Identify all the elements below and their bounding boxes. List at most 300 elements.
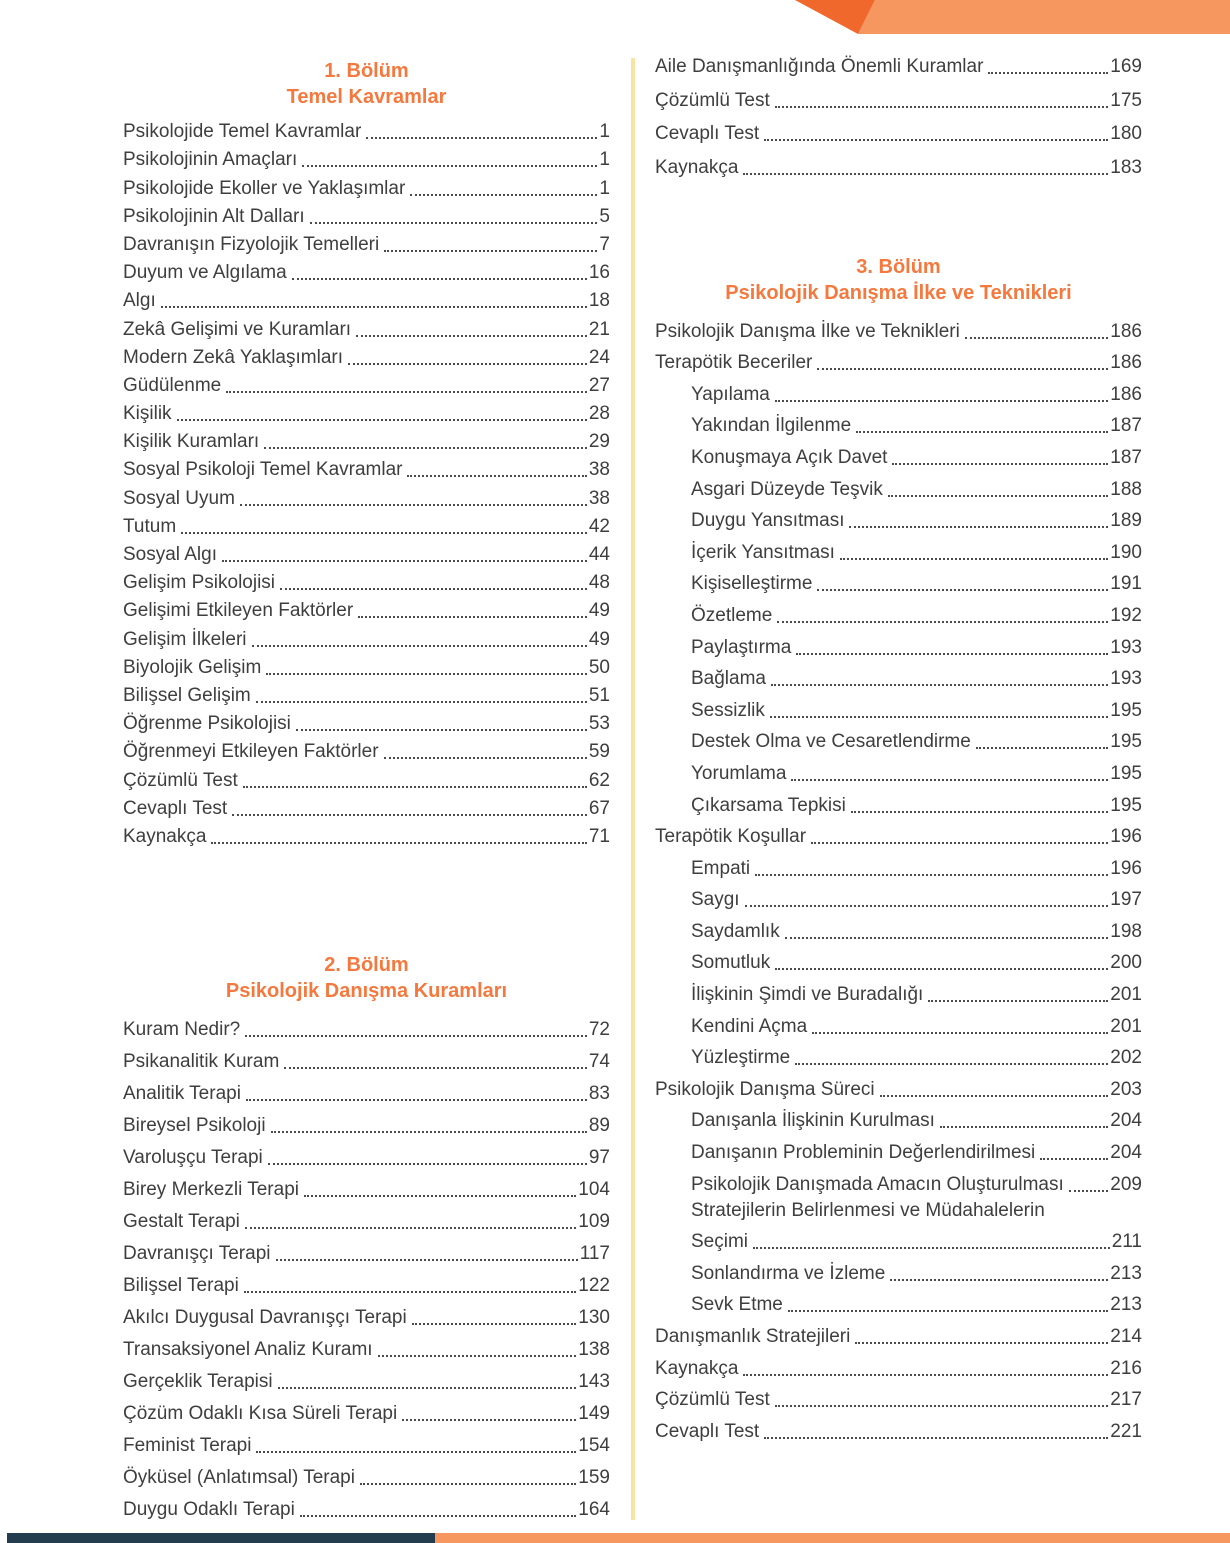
dot-leader-icon	[245, 1227, 576, 1229]
dot-leader-icon	[855, 1342, 1108, 1344]
toc-entry	[655, 1007, 1142, 1039]
toc-entry	[655, 881, 1142, 913]
toc-entry-page: 1	[599, 177, 610, 199]
toc-entry-label: Analitik Terapi	[123, 1083, 241, 1104]
toc-list	[123, 1010, 610, 1522]
toc-entry	[655, 944, 1142, 976]
dot-leader-icon	[412, 1323, 577, 1325]
toc-entry-page: 59	[588, 741, 610, 763]
toc-entry	[655, 1254, 1142, 1286]
toc-entry	[655, 912, 1142, 944]
toc-entry-label: Kaynakça	[655, 156, 739, 178]
toc-entry-page: 221	[1110, 1420, 1142, 1442]
toc-entry	[123, 1266, 610, 1298]
dot-leader-icon	[890, 1279, 1108, 1281]
toc-entry	[123, 539, 610, 567]
toc-entry-label: Kişilik Kuramları	[123, 431, 260, 453]
toc-entry-page: 83	[588, 1083, 610, 1104]
toc-entry-label: Birey Merkezli Terapi	[123, 1179, 299, 1200]
toc-entry-label: Çözümlü Test	[655, 89, 770, 111]
toc-entry-page: 24	[588, 346, 610, 368]
dot-leader-icon	[1069, 1190, 1109, 1192]
dot-leader-icon	[360, 1483, 576, 1485]
toc-entry	[123, 652, 610, 680]
dot-leader-icon	[775, 968, 1108, 970]
toc-entry-page: 204	[1110, 1110, 1142, 1132]
toc-entry-page: 195	[1110, 731, 1142, 753]
toc-entry-label: İçerik Yansıtması	[691, 541, 835, 563]
toc-entry	[655, 849, 1142, 881]
toc-entry-label: Kaynakça	[655, 1357, 739, 1379]
toc-entry-page: 196	[1110, 826, 1142, 848]
toc-entry-label: Terapötik Koşullar	[655, 826, 807, 848]
toc-entry	[655, 146, 1142, 179]
dot-leader-icon	[796, 653, 1108, 655]
toc-entry-page: 29	[588, 431, 610, 453]
toc-entry-page: 62	[588, 769, 610, 791]
toc-entry	[123, 1426, 610, 1458]
dot-leader-icon	[268, 1163, 587, 1165]
toc-entry-label: Kişilik	[123, 403, 172, 425]
toc-entry-label: Davranışçı Terapi	[123, 1243, 271, 1264]
toc-section	[655, 254, 1142, 1444]
toc-entry-label: Akılcı Duygusal Davranışçı Terapi	[123, 1307, 407, 1328]
toc-entry-page: 203	[1110, 1078, 1142, 1100]
toc-entry-label: Cevaplı Test	[123, 797, 228, 819]
dot-leader-icon	[256, 1451, 576, 1453]
toc-entry	[655, 79, 1142, 112]
dot-leader-icon	[775, 106, 1109, 108]
toc-entry	[123, 1490, 610, 1522]
toc-entry-page: 71	[588, 825, 610, 847]
toc-entry	[123, 1010, 610, 1042]
toc-entry-label: Asgari Düzeyde Teşvik	[691, 478, 883, 500]
toc-entry	[123, 1138, 610, 1170]
dot-leader-icon	[264, 447, 587, 449]
toc-entry-label: Davranışın Fizyolojik Temelleri	[123, 233, 380, 255]
toc-entry-label: Modern Zekâ Yaklaşımları	[123, 346, 343, 368]
toc-entry-page: 193	[1110, 668, 1142, 690]
toc-entry-label: Gelişim Psikolojisi	[123, 572, 276, 594]
toc-entry	[123, 1074, 610, 1106]
toc-section	[123, 58, 610, 849]
dot-leader-icon	[410, 194, 597, 196]
toc-entry-page: 122	[578, 1275, 610, 1296]
toc-entry-label: Bağlama	[691, 668, 766, 690]
toc-entry-page: 214	[1110, 1326, 1142, 1347]
toc-entry-page: 16	[588, 262, 610, 284]
toc-entry-label: Çözümlü Test	[123, 769, 238, 791]
dot-leader-icon	[743, 173, 1108, 175]
toc-entry	[123, 172, 610, 200]
toc-entry-page: 209	[1110, 1173, 1142, 1195]
toc-entry-page: 175	[1110, 89, 1142, 111]
toc-entry-label: Öyküsel (Anlatımsal) Terapi	[123, 1467, 355, 1488]
toc-column-left	[123, 0, 610, 1543]
toc-entry-page: 49	[588, 600, 610, 622]
toc-entry-page: 38	[588, 487, 610, 509]
toc-list	[655, 46, 1142, 180]
toc-entry	[123, 370, 610, 398]
toc-entry	[655, 533, 1142, 565]
toc-entry-page: 196	[1110, 857, 1142, 879]
toc-entry-page: 187	[1110, 446, 1142, 468]
toc-entry-page: 49	[588, 628, 610, 650]
toc-entry-page: 186	[1110, 320, 1142, 342]
section-title-line1: 2. Bölüm	[324, 954, 409, 976]
toc-entry-page: 217	[1110, 1389, 1142, 1411]
toc-entry-page: 197	[1110, 889, 1142, 911]
dot-leader-icon	[753, 1247, 1110, 1249]
toc-entry-label: Konuşmaya Açık Davet	[691, 446, 888, 468]
toc-entry-page: 89	[588, 1115, 610, 1136]
dot-leader-icon	[743, 1374, 1108, 1376]
toc-entry-label: Terapötik Beceriler	[655, 352, 813, 374]
toc-entry-label: Yüzleştirme	[691, 1047, 791, 1069]
section-title-line2: Psikolojik Danışma İlke ve Teknikleri	[725, 282, 1072, 304]
dot-leader-icon	[892, 463, 1108, 465]
toc-entry-label: Çözümlü Test	[655, 1389, 770, 1411]
toc-entry-label: Seçimi	[691, 1231, 749, 1253]
toc-entry	[123, 1234, 610, 1266]
toc-entry-page: 195	[1110, 794, 1142, 816]
toc-entry	[123, 1362, 610, 1394]
toc-entry	[123, 1042, 610, 1074]
dot-leader-icon	[817, 589, 1108, 591]
dot-leader-icon	[245, 1035, 587, 1037]
toc-entry-page: 200	[1110, 952, 1142, 974]
toc-entry-label: Duygu Odaklı Terapi	[123, 1499, 295, 1520]
dot-leader-icon	[246, 1099, 587, 1101]
toc-entry	[123, 680, 610, 708]
toc-section	[655, 46, 1142, 180]
toc-entry	[123, 736, 610, 764]
dot-leader-icon	[851, 811, 1108, 813]
dot-leader-icon	[244, 1291, 576, 1293]
toc-entry	[123, 567, 610, 595]
toc-entry	[123, 482, 610, 510]
toc-entry-label: Yakından İlgilenme	[691, 415, 852, 437]
toc-entry-label: Özetleme	[691, 604, 773, 626]
toc-entry-page: 198	[1110, 920, 1142, 942]
dot-leader-icon	[266, 673, 587, 675]
toc-entry	[123, 454, 610, 482]
toc-entry-label: Stratejilerin Belirlenmesi ve Müdahalelerin	[691, 1199, 1045, 1221]
dot-leader-icon	[310, 222, 598, 224]
toc-entry-label: Öğrenme Psikolojisi	[123, 713, 291, 735]
toc-entry	[655, 407, 1142, 439]
toc-entry	[655, 1349, 1142, 1381]
toc-entry	[123, 257, 610, 285]
toc-entry-page: 53	[588, 713, 610, 735]
toc-entry	[123, 708, 610, 736]
toc-entry-label: Saygı	[691, 889, 740, 911]
toc-entry	[655, 344, 1142, 376]
dot-leader-icon	[988, 72, 1108, 74]
toc-entry-label: Psikanalitik Kuram	[123, 1051, 280, 1072]
dot-leader-icon	[161, 306, 587, 308]
toc-entry-page: 189	[1110, 510, 1142, 532]
toc-entry	[123, 426, 610, 454]
toc-entry	[655, 691, 1142, 723]
toc-entry-label: Gelişim İlkeleri	[123, 628, 247, 650]
dot-leader-icon	[256, 701, 587, 703]
toc-entry	[655, 470, 1142, 502]
toc-entry-label: Danışanın Probleminin Değerlendirilmesi	[691, 1142, 1036, 1164]
dot-leader-icon	[770, 716, 1108, 718]
toc-entry-label: Varoluşçu Terapi	[123, 1147, 263, 1168]
toc-entry-label: Duyum ve Algılama	[123, 262, 287, 284]
toc-entry	[655, 1102, 1142, 1134]
dot-leader-icon	[296, 729, 587, 731]
toc-entry-label: Feminist Terapi	[123, 1435, 252, 1456]
toc-entry-page: 74	[588, 1051, 610, 1072]
dot-leader-icon	[292, 278, 587, 280]
toc-entry-page: 72	[588, 1019, 610, 1040]
dot-leader-icon	[880, 1095, 1109, 1097]
toc-entry	[123, 1170, 610, 1202]
toc-entry	[655, 1070, 1142, 1102]
toc-entry-page: 67	[588, 797, 610, 819]
toc-entry-page: 188	[1110, 478, 1142, 500]
toc-entry	[655, 502, 1142, 534]
toc-entry	[655, 113, 1142, 146]
toc-entry	[123, 1298, 610, 1330]
toc-entry-page: 201	[1110, 984, 1142, 1006]
dot-leader-icon	[788, 1310, 1108, 1312]
toc-entry-page: 186	[1110, 383, 1142, 405]
dot-leader-icon	[300, 1515, 576, 1517]
toc-entry-page: 204	[1110, 1142, 1142, 1164]
dot-leader-icon	[378, 1355, 577, 1357]
toc-entry-page: 28	[588, 403, 610, 425]
toc-entry-label: Algı	[123, 290, 156, 312]
dot-leader-icon	[811, 842, 1108, 844]
toc-entry-page: 143	[578, 1371, 610, 1392]
toc-entry-page: 193	[1110, 636, 1142, 658]
toc-entry-label: Somutluk	[691, 952, 771, 974]
dot-leader-icon	[240, 504, 587, 506]
toc-entry	[655, 1197, 1142, 1223]
toc-section	[123, 952, 610, 1522]
toc-entry-page: 51	[588, 684, 610, 706]
dot-leader-icon	[785, 937, 1109, 939]
section-title-line2: Psikolojik Danışma Kuramları	[225, 980, 508, 1002]
dot-leader-icon	[849, 526, 1108, 528]
toc-entry-label: Bilişsel Terapi	[123, 1275, 239, 1296]
toc-entry-page: 192	[1110, 604, 1142, 626]
toc-entry-label: Sessizlik	[691, 699, 765, 721]
toc-entry	[655, 628, 1142, 660]
toc-entry	[655, 312, 1142, 344]
dot-leader-icon	[888, 495, 1108, 497]
dot-leader-icon	[764, 1437, 1108, 1439]
toc-entry-page: 42	[588, 515, 610, 537]
dot-leader-icon	[771, 684, 1108, 686]
toc-entry	[655, 1039, 1142, 1071]
toc-entry-label: Bilişsel Gelişim	[123, 684, 251, 706]
toc-entry-label: Sonlandırma ve İzleme	[691, 1262, 886, 1284]
dot-leader-icon	[745, 905, 1109, 907]
toc-entry-label: Biyolojik Gelişim	[123, 656, 262, 678]
toc-entry	[123, 511, 610, 539]
toc-entry-page: 27	[588, 374, 610, 396]
toc-entry-label: Kendini Açma	[691, 1015, 808, 1037]
toc-entry-page: 149	[578, 1403, 610, 1424]
dot-leader-icon	[271, 1131, 587, 1133]
dot-leader-icon	[232, 814, 587, 816]
toc-entry-page: 201	[1110, 1015, 1142, 1037]
toc-entry	[655, 46, 1142, 79]
section-title-line1: 1. Bölüm	[324, 60, 409, 82]
toc-entry-page: 130	[578, 1307, 610, 1328]
toc-entry-page: 159	[578, 1467, 610, 1488]
toc-entry	[655, 1381, 1142, 1413]
toc-entry	[655, 1223, 1142, 1255]
toc-entry	[123, 623, 610, 651]
toc-entry-label: Gestalt Terapi	[123, 1211, 240, 1232]
toc-entry-label: Tutum	[123, 515, 177, 537]
toc-entry-label: Saydamlık	[691, 920, 780, 942]
dot-leader-icon	[812, 1032, 1108, 1034]
toc-entry-page: 109	[578, 1211, 610, 1232]
toc-entry-label: Psikolojide Temel Kavramlar	[123, 121, 362, 143]
toc-entry	[123, 1106, 610, 1138]
toc-entry-label: Danışanla İlişkinin Kurulması	[691, 1110, 935, 1132]
dot-leader-icon	[817, 368, 1108, 370]
toc-list	[655, 312, 1142, 1444]
section-title-line2: Temel Kavramlar	[286, 86, 447, 108]
toc-entry-label: Psikolojide Ekoller ve Yaklaşımlar	[123, 177, 406, 199]
toc-entry	[123, 313, 610, 341]
toc-entry-page: 169	[1110, 56, 1142, 78]
section-title-line1: 3. Bölüm	[856, 256, 941, 278]
toc-entry	[655, 375, 1142, 407]
toc-entry-page: 216	[1110, 1357, 1142, 1379]
toc-entry	[655, 723, 1142, 755]
toc-entry	[123, 342, 610, 370]
toc-entry-label: Sosyal Uyum	[123, 487, 235, 509]
toc-entry-label: Çıkarsama Tepkisi	[691, 794, 846, 816]
dot-leader-icon	[755, 874, 1108, 876]
toc-entry-label: Sosyal Algı	[123, 544, 217, 565]
toc-entry	[123, 821, 610, 849]
toc-entry-label: Bireysel Psikoloji	[123, 1115, 266, 1136]
toc-entry-page: 164	[578, 1499, 610, 1520]
toc-entry	[655, 1165, 1142, 1197]
toc-entry-label: Duygu Yansıtması	[691, 510, 845, 532]
dot-leader-icon	[356, 335, 587, 337]
dot-leader-icon	[928, 1000, 1108, 1002]
dot-leader-icon	[243, 786, 587, 788]
dot-leader-icon	[358, 616, 587, 618]
toc-entry	[123, 229, 610, 257]
toc-entry	[123, 144, 610, 172]
toc-entry-label: Kaynakça	[123, 825, 207, 847]
dot-leader-icon	[775, 1405, 1109, 1407]
column-divider	[631, 58, 635, 1520]
dot-leader-icon	[276, 1259, 578, 1261]
dot-leader-icon	[791, 779, 1108, 781]
toc-entry-page: 154	[578, 1435, 610, 1456]
toc-entry-label: İlişkinin Şimdi ve Buradalığı	[691, 984, 924, 1006]
dot-leader-icon	[1040, 1158, 1108, 1160]
toc-entry	[123, 595, 610, 623]
dot-leader-icon	[252, 645, 587, 647]
toc-entry	[655, 1133, 1142, 1165]
toc-entry-label: Çözüm Odaklı Kısa Süreli Terapi	[123, 1403, 398, 1424]
dot-leader-icon	[284, 1067, 587, 1069]
dot-leader-icon	[280, 588, 587, 590]
toc-entry	[123, 1330, 610, 1362]
dot-leader-icon	[840, 558, 1108, 560]
toc-entry-label: Cevaplı Test	[655, 1420, 760, 1442]
toc-entry	[123, 1394, 610, 1426]
dot-leader-icon	[795, 1063, 1108, 1065]
toc-entry	[123, 1458, 610, 1490]
toc-entry-page: 44	[588, 544, 610, 565]
toc-entry	[123, 201, 610, 229]
toc-entry-label: Kuram Nedir?	[123, 1019, 241, 1040]
toc-entry-label: Empati	[691, 857, 751, 879]
dot-leader-icon	[211, 842, 586, 844]
toc-entry	[655, 1412, 1142, 1444]
toc-entry-page: 180	[1110, 123, 1142, 145]
toc-entry-label: Güdülenme	[123, 374, 222, 396]
toc-entry	[123, 398, 610, 426]
toc-entry-page: 183	[1110, 156, 1142, 178]
dot-leader-icon	[775, 400, 1108, 402]
dot-leader-icon	[856, 431, 1108, 433]
toc-entry	[655, 438, 1142, 470]
toc-entry	[123, 285, 610, 313]
toc-entry-page: 211	[1111, 1231, 1142, 1253]
toc-entry	[655, 565, 1142, 597]
toc-entry	[655, 786, 1142, 818]
toc-entry-label: Gerçeklik Terapisi	[123, 1371, 273, 1392]
toc-entry-label: Yapılama	[691, 383, 770, 405]
toc-entry	[123, 116, 610, 144]
dot-leader-icon	[384, 757, 587, 759]
toc-entry-page: 1	[599, 149, 610, 171]
toc-entry-label: Sevk Etme	[691, 1294, 783, 1316]
toc-entry-page: 186	[1110, 352, 1142, 374]
toc-entry-page: 50	[588, 656, 610, 678]
dot-leader-icon	[348, 363, 587, 365]
toc-entry-page: 21	[588, 318, 610, 340]
toc-entry-page: 117	[579, 1243, 610, 1264]
dot-leader-icon	[302, 165, 597, 167]
toc-entry-label: Psikolojik Danışmada Amacın Oluşturulması	[691, 1173, 1064, 1195]
toc-entry-label: Transaksiyonel Analiz Kuramı	[123, 1339, 373, 1360]
toc-entry-label: Danışmanlık Stratejileri	[655, 1326, 851, 1347]
dot-leader-icon	[278, 1387, 577, 1389]
toc-entry-page: 7	[599, 233, 610, 255]
dot-leader-icon	[384, 250, 597, 252]
dot-leader-icon	[965, 337, 1108, 339]
toc-entry-label: Destek Olma ve Cesaretlendirme	[691, 731, 971, 753]
toc-entry	[655, 596, 1142, 628]
toc-entry-label: Cevaplı Test	[655, 123, 760, 145]
toc-entry-page: 195	[1110, 699, 1142, 721]
dot-leader-icon	[402, 1419, 576, 1421]
toc-entry-label: Psikolojinin Alt Dalları	[123, 205, 305, 227]
dot-leader-icon	[177, 419, 587, 421]
toc-entry-label: Yorumlama	[691, 762, 787, 784]
dot-leader-icon	[222, 560, 587, 562]
toc-list	[123, 116, 610, 849]
toc-entry	[655, 660, 1142, 692]
